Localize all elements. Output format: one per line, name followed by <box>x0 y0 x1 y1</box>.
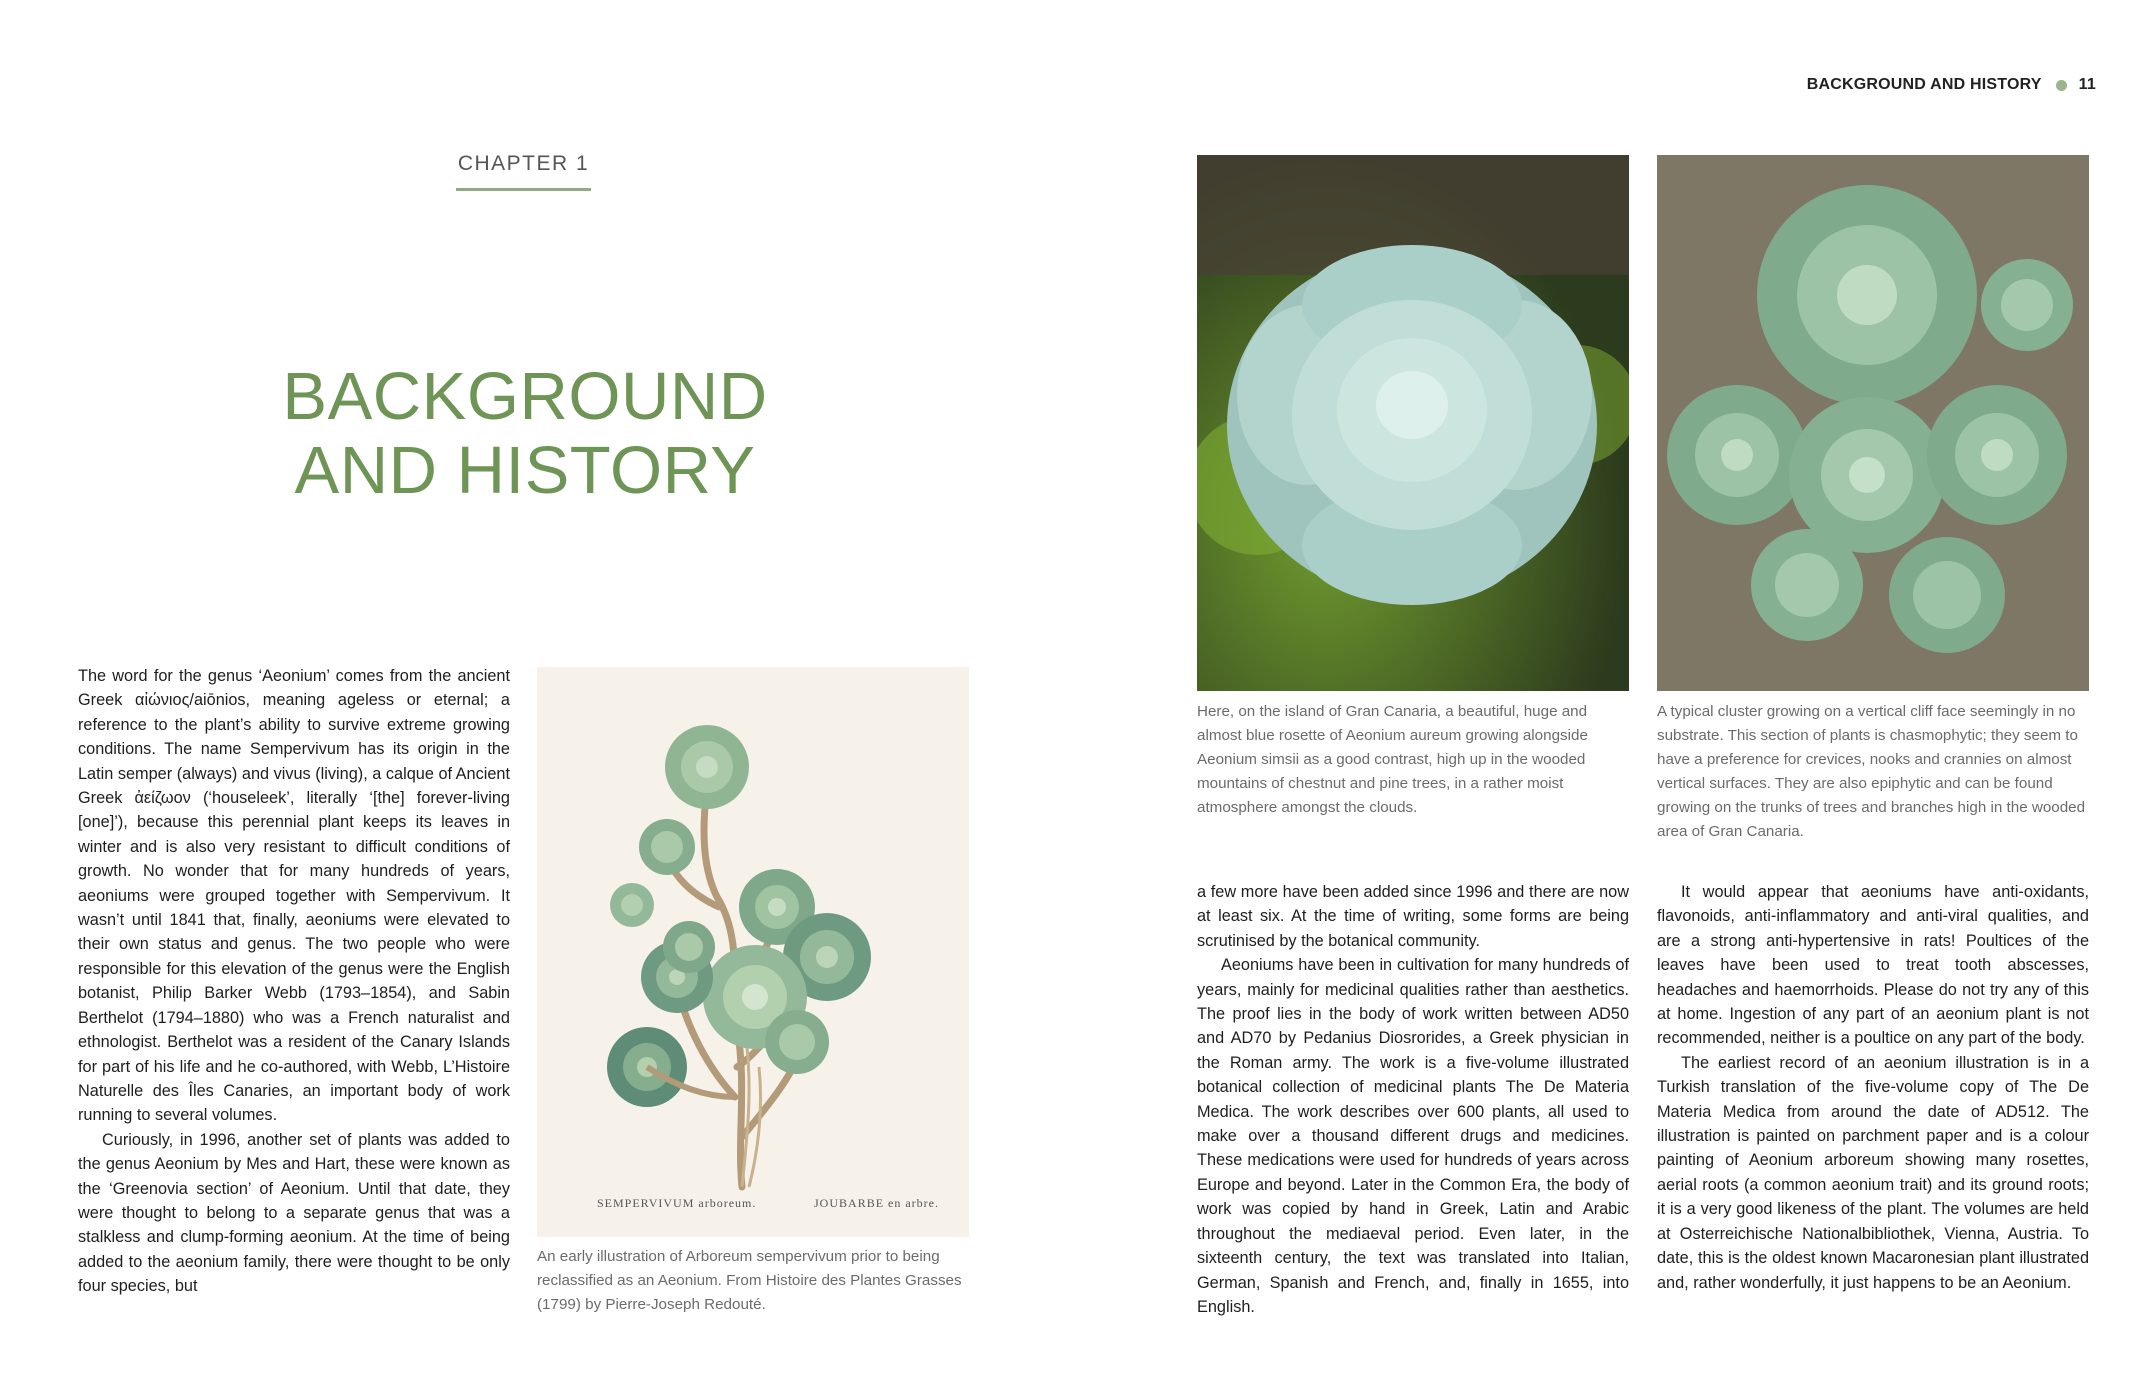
chapter-title <box>180 360 870 508</box>
plate-label-latin: SEMPERVIVUM arboreum. <box>597 1196 757 1210</box>
body-paragraph: The word for the genus ‘Aeonium’ comes from the ancient Greek αἰώνιος/aiōnios, meaning ageless or eternal; a reference to the plant’s ability to survive extreme growing conditions. The name Sempervivum has its origin in the Latin semper (always) and vivus (living), a calque of Ancient Greek ἀείζωον (‘houseleek’, literally ‘[the] forever-living [one]’), because this perennial plant keeps its leaves in winter and is also very resistant to difficult conditions of growth. No wonder that for many hundreds of years, aeoniums were grouped together with Sempervivum. It wasn’t until 1841 that, finally, aeoniums were elevated to their own status and genus. The two people who were responsible for this elevation of the genus were the English botanist, Philip Barker Webb (1793–1854), and Sabin Berthelot (1794–1880) who was a French naturalist and ethnologist. Berthelot was a resident of the Canary Islands for part of his life and he co-authored, with Webb, L’Histoire Naturelle des Îles Canaries, an important body of work running to several volumes. <box>78 667 510 1125</box>
body-paragraph: a few more have been added since 1996 and there are now at least six. At the time of writing, some forms are being scrutinised by the botanical community. <box>1197 883 1629 950</box>
chapter-title-line2: AND HISTORY <box>294 433 756 508</box>
body-column-1 <box>78 664 510 1299</box>
body-paragraph: The earliest record of an aeonium illustration is in a Turkish translation of the five-volume copy of The De Materia Medica from around the date of AD512. The illustration is painted on parchment paper and is a colour painting of Aeonium arboreum showing many rosettes, aerial roots (a common aeonium trait) and its ground roots; it is a very good likeness of the plant. The volumes are held at Osterreichische Nationalbibliothek, Vienna, Austria. To date, this is the oldest known Macaronesian plant illustrated and, rather wonderfully, it just happens to be an Aeonium. <box>1657 1053 2089 1292</box>
body-column-3 <box>1197 880 1629 1319</box>
running-head-title: BACKGROUND AND HISTORY <box>1806 76 2042 93</box>
page-number: 11 <box>2078 76 2096 93</box>
photo-aeonium-aureum <box>1197 155 1629 691</box>
plate-label-french: JOUBARBE en arbre. <box>814 1196 939 1210</box>
bullet-dot-icon <box>2056 80 2067 91</box>
sempervivum-plate-image <box>537 667 969 1237</box>
blue-rosette-photo <box>1197 155 1629 691</box>
cliff-cluster-photo <box>1657 155 2089 691</box>
photo2-caption: A typical cluster growing on a vertical cliff face seemingly in no substrate. This section of plants is chasmophytic; they seem to have a preference for crevices, nooks and crannies on almost vertical surfaces. They are also epiphytic and can be found growing on the trunks of trees and branches high in the wooded area of Gran Canaria. <box>1657 703 2086 840</box>
body-paragraph: It would appear that aeoniums have anti-oxidants, flavonoids, anti-inflammatory and anti-viral qualities, and are a strong anti-hypertensive in rats! Poultices of the leaves have been used to treat tooth abscesses, headaches and haemorrhoids. Please do not try any of this at home. Ingestion of any part of an aeonium plant is not recommended, neither is a poultice on any part of the body. <box>1657 883 2089 1048</box>
chapter-title-line1: BACKGROUND <box>282 359 768 434</box>
body-column-4 <box>1657 880 2089 1295</box>
chapter-label: CHAPTER 1 <box>456 152 591 191</box>
photo-cliff-cluster <box>1657 155 2089 691</box>
body-paragraph: Aeoniums have been in cultivation for many hundreds of years, mainly for medicinal qualities rather than aesthetics. The proof lies in the body of work written between AD50 and AD70 by Pedanius Diosrorides, a Greek physician in the Roman army. The work is a five-volume illustrated botanical collection of medicinal plants The De Materia Medica. The work describes over 600 plants, all used to make over a thousand different drugs and medicines. These medications were used for hundreds of years across Europe and beyond. Later in the Common Era, the body of work was copied by hand in Greek, Latin and Arabic throughout the mediaeval period. Even later, in the sixteenth century, the text was translated into Italian, German, Spanish and French, and, finally in 1655, into English. <box>1197 956 1629 1316</box>
photo1-caption: Here, on the island of Gran Canaria, a beautiful, huge and almost blue rosette of Aeonium aureum growing alongside Aeonium simsii as a good contrast, high up in the wooded mountains of chestnut and pine trees, in a rather moist atmosphere amongst the clouds. <box>1197 703 1588 816</box>
running-head <box>1807 76 2096 94</box>
botanical-illustration <box>537 667 969 1237</box>
body-paragraph: Curiously, in 1996, another set of plants was added to the genus Aeonium by Mes and Hart, these were known as the ‘Greenovia section’ of Aeonium. Until that date, they were thought to belong to a separate genus that was a stalkless and clump-forming aeonium. At the time of being added to the aeonium family, there were thought to be only four species, but <box>78 1130 510 1296</box>
illustration-caption: An early illustration of Arboreum sempervivum prior to being reclassified as an Aeonium. From Histoire des Plantes Grasses (1799) by Pierre-Joseph Redouté. <box>537 1248 962 1313</box>
